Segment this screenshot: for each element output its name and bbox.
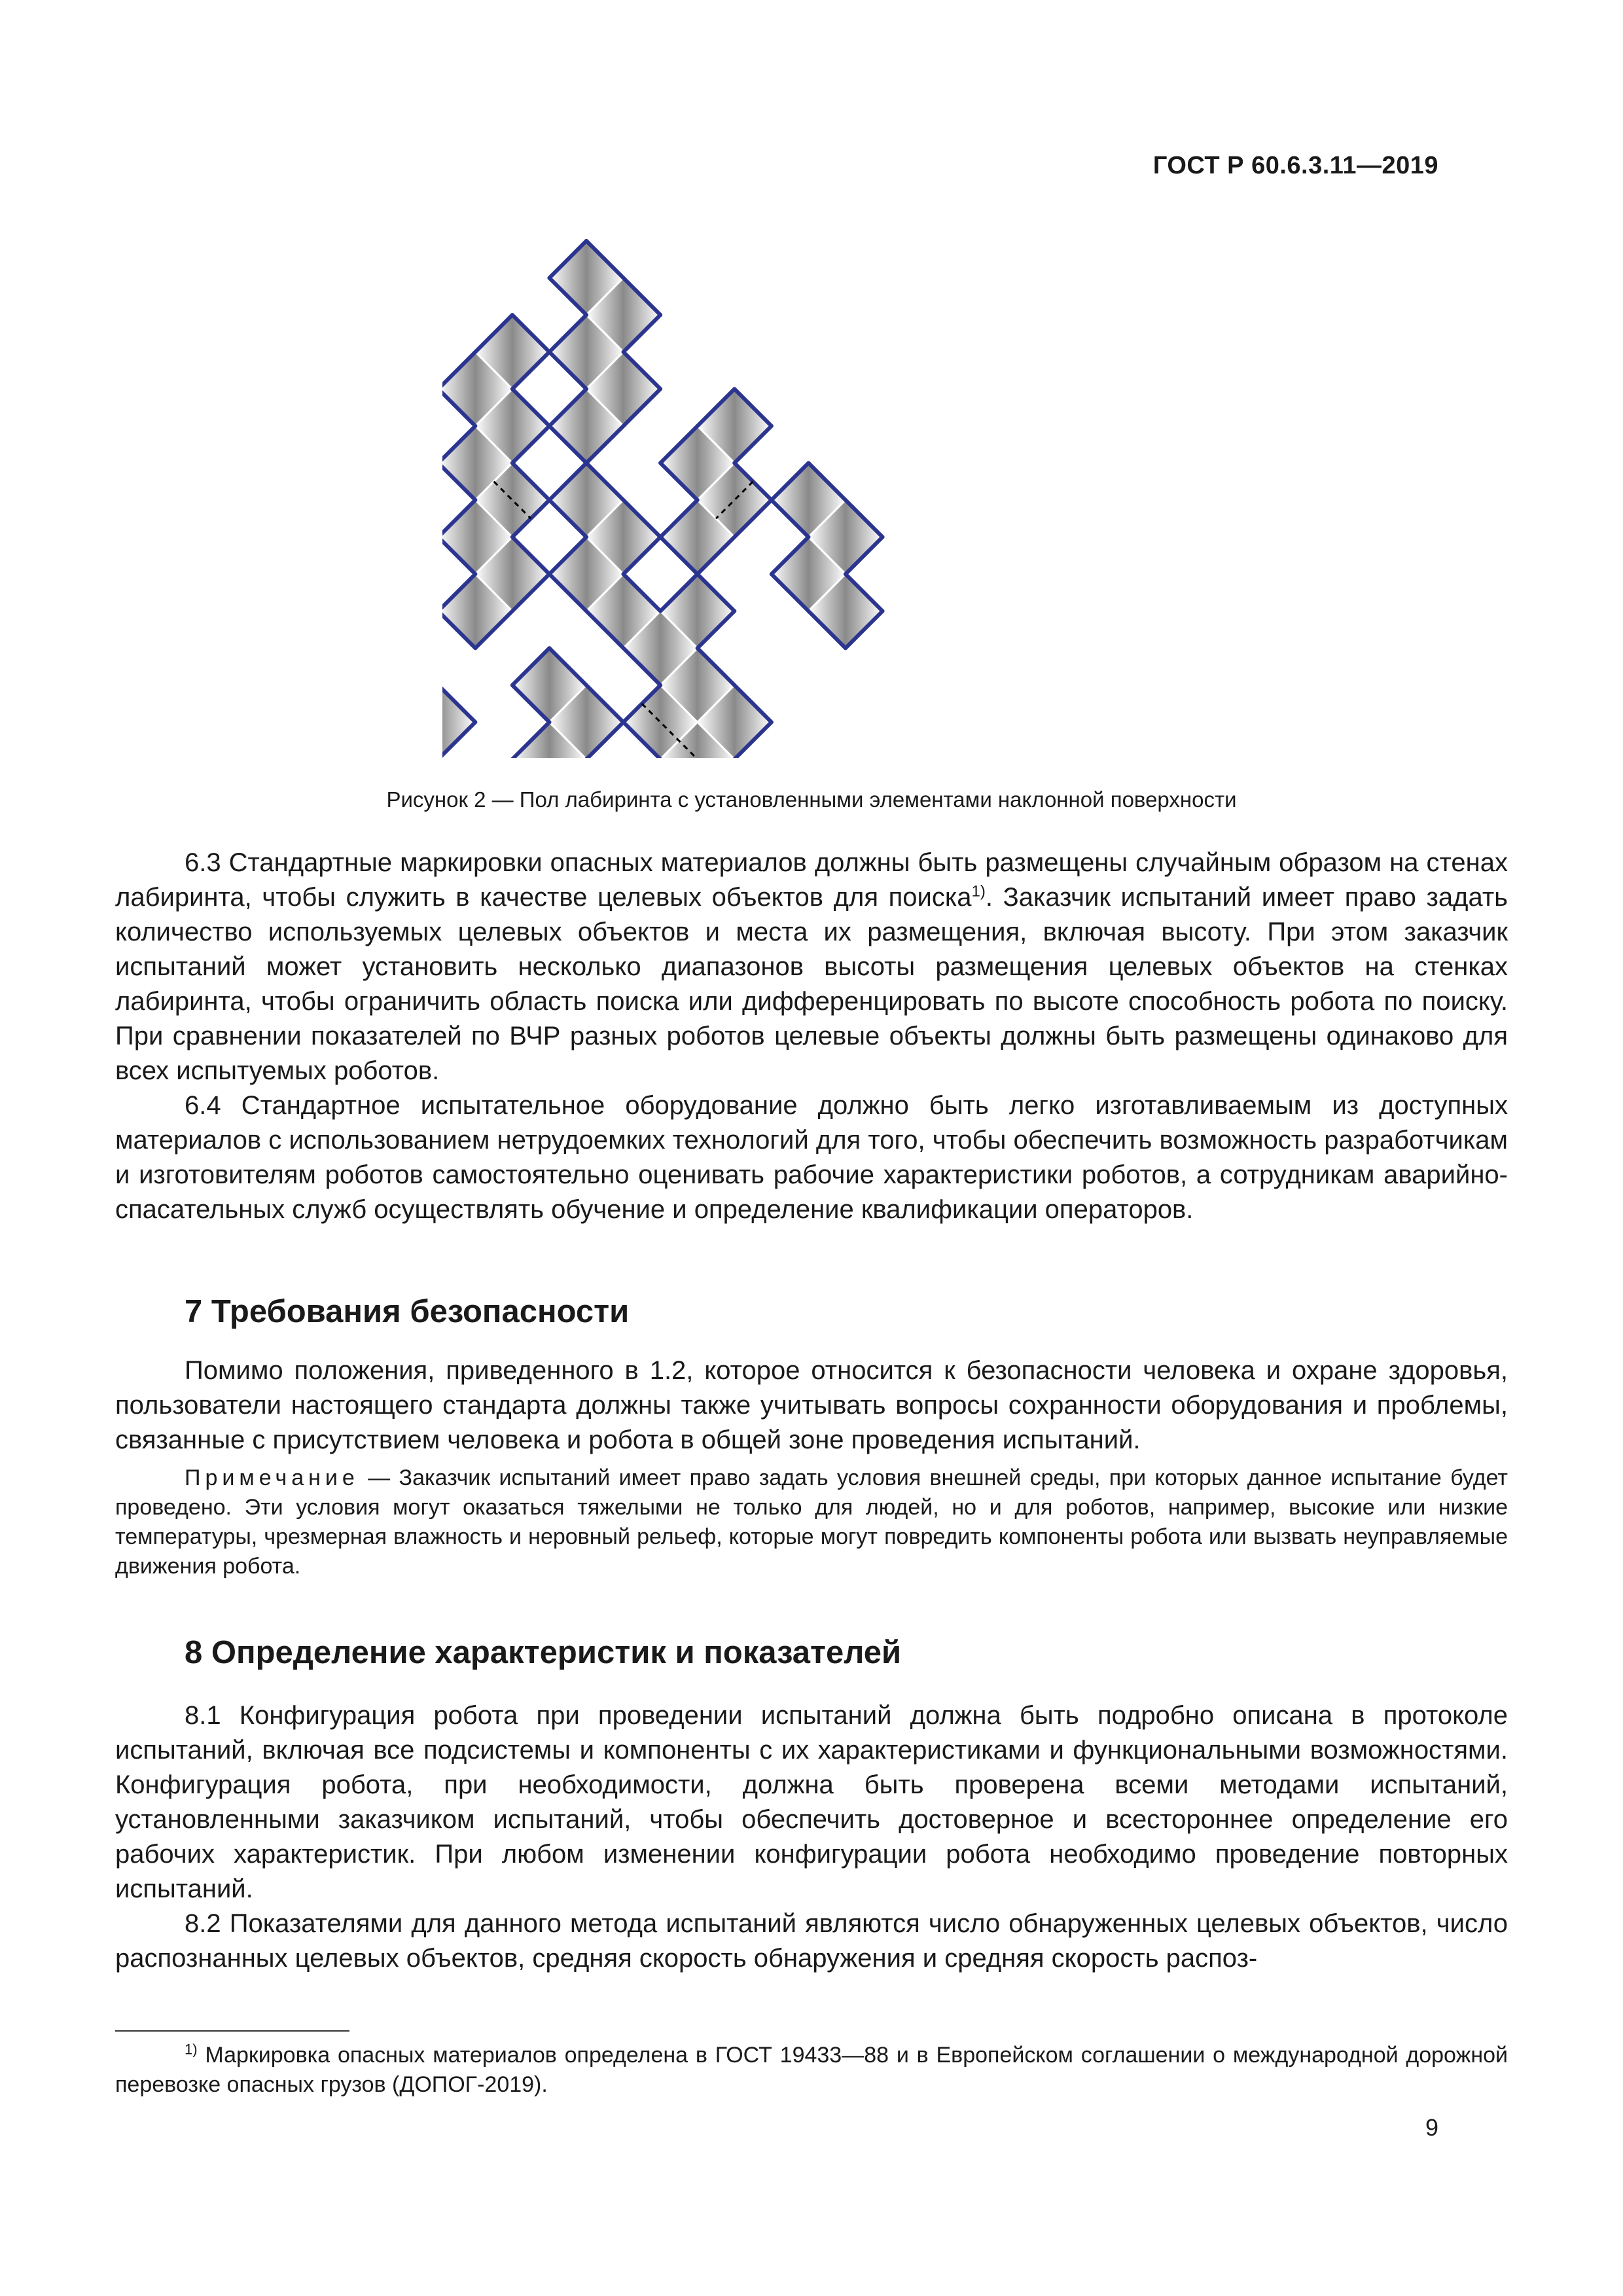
footnote-reference[interactable]: 1)	[971, 882, 986, 901]
maze-figure	[442, 234, 1130, 758]
section-8-heading: 8 Определение характеристик и показателей	[185, 1635, 902, 1670]
page-number: 9	[1425, 2114, 1438, 2141]
paragraph-7: Помимо положения, приведенного в 1.2, которое относится к безопасности человека и охране здоровья, пользователи настоящего стандарта должны также учитывать вопросы сохранности оборудования и проблемы, связанные с присутствием человека и робота в общей зоне проведения испытаний.	[115, 1356, 1508, 1454]
paragraph-8-2: 8.2 Показателями для данного метода испытаний являются число обнаруженных целевых объектов, число распознанных целевых объектов, средняя скорость обнаружения и средняя скорость распоз-	[115, 1909, 1508, 1973]
paragraph-6-3	[115, 846, 1508, 1088]
note-label: Примечание	[185, 1465, 359, 1490]
footnote-text: Маркировка опасных материалов определена в ГОСТ 19433—88 и в Европейском соглашении о международной дорожной перевозке опасных грузов (ДОПОГ-2019).	[115, 2043, 1508, 2097]
paragraph-6-3-text: 6.3 Стандартные маркировки опасных материалов должны быть размещены случайным образом на стенах лабиринта, чтобы служить в качестве целевых объектов для поиска	[115, 848, 1508, 912]
standard-number: ГОСТ Р 60.6.3.11—2019	[1152, 152, 1438, 179]
section-8-paragraphs	[115, 1698, 1508, 1976]
figure-caption: Рисунок 2 — Пол лабиринта с установленными элементами наклонной поверхности	[386, 787, 1237, 812]
paragraph-6-3-text-cont: . Заказчик испытаний имеет право задать количество используемых целевых объектов и места их размещения, включая высоту. При этом заказчик испытаний может установить несколько диапазонов высоты размещения целевых объектов на стенках лабиринта, чтобы ограничить область поиска или дифференцировать по высоте способность робота по поиску. При сравнении показателей по ВЧР разных роботов целевые объекты должны быть размещены одинаково для всех испытуемых роботов.	[115, 883, 1508, 1085]
note-text: — Заказчик испытаний имеет право задать условия внешней среды, при которых данное испытание будет проведено. Эти условия могут оказаться тяжелыми не только для людей, но и для роботов, например, высокие или низкие температуры, чрезмерная влажность и неровный рельеф, которые могут повредить компоненты робота или вызвать неуправляемые движения робота.	[115, 1465, 1508, 1579]
section-7-heading: 7 Требования безопасности	[185, 1294, 630, 1329]
maze-floor-diagram	[442, 234, 1130, 758]
footnote-marker: 1)	[185, 2041, 198, 2058]
paragraph-6-4: 6.4 Стандартное испытательное оборудование должно быть легко изготавливаемым из доступных материалов с использованием нетрудоемких технологий для того, чтобы обеспечить возможность разработчикам и изготовителям роботов самостоятельно оценивать рабочие характеристики роботов, а сотрудникам аварийно-спасательных служб осуществлять обучение и определение квалификации операторов.	[115, 1091, 1508, 1224]
footnote	[115, 2041, 1508, 2100]
section-6-paragraphs	[115, 846, 1508, 1227]
note-block	[115, 1463, 1508, 1581]
paragraph-8-1: 8.1 Конфигурация робота при проведении испытаний должна быть подробно описана в протоколе испытаний, включая все подсистемы и компоненты с их характеристиками и функциональными возможностями. Конфигурация робота, при необходимости, должна быть проверена всеми методами испытаний, установленными заказчиком испытаний, чтобы обеспечить достоверное и всестороннее определение его рабочих характеристик. При любом изменении конфигурации робота необходимо проведение повторных испытаний.	[115, 1701, 1508, 1903]
footnote-separator	[115, 2030, 349, 2032]
section-7-paragraph	[115, 1354, 1508, 1458]
